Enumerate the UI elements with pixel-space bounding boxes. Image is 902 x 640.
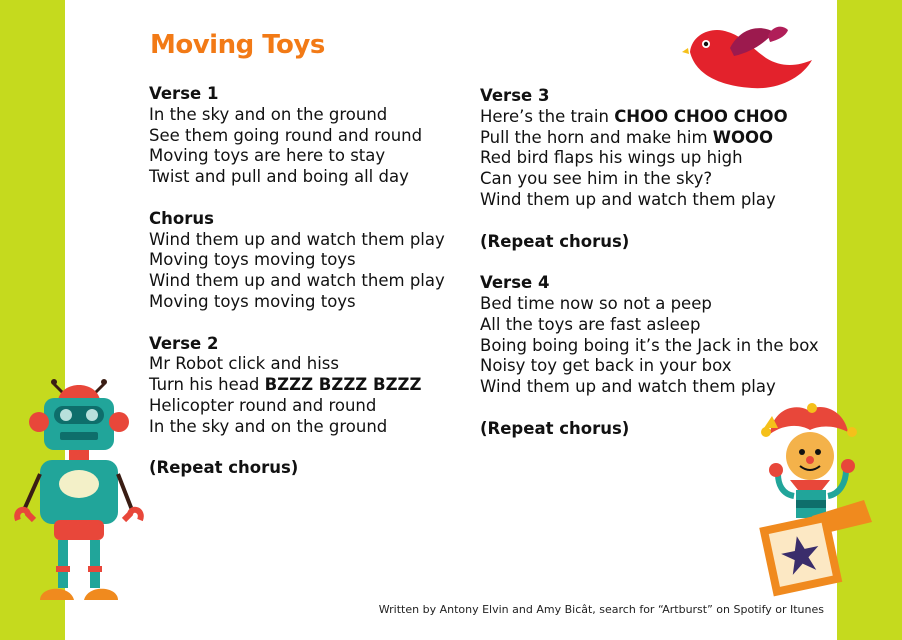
lyric-line: See them going round and round	[149, 125, 423, 145]
lyric-line: Wind them up and watch them play	[149, 271, 445, 291]
chorus	[149, 209, 469, 313]
verse-1-heading: Verse 1	[149, 84, 219, 103]
verse-4-heading: Verse 4	[480, 273, 550, 293]
verse-2-heading: Verse 2	[149, 333, 219, 353]
robot-illustration	[14, 370, 144, 618]
lyric-line: Can you see him in the sky?	[480, 169, 713, 189]
lyric-line: Helicopter round and round	[149, 395, 377, 415]
lyric-text: Turn his head	[149, 375, 265, 395]
lyrics-column-left	[149, 84, 469, 500]
lyric-line: Boing boing boing it’s the Jack in the box	[480, 335, 819, 355]
repeat-chorus-note: (Repeat chorus)	[480, 231, 630, 251]
verse-2	[149, 334, 469, 438]
lyric-line: Wind them up and watch them play	[149, 229, 445, 249]
lyric-line: In the sky and on the ground	[149, 104, 388, 124]
lyric-line: Moving toys moving toys	[149, 250, 356, 270]
lyric-line: Moving toys moving toys	[149, 291, 356, 311]
lyric-line: Bed time now so not a peep	[480, 293, 712, 313]
lyric-line: Mr Robot click and hiss	[149, 354, 339, 374]
verse-1	[149, 84, 469, 188]
verse-3	[480, 86, 820, 211]
credit-line: Written by Antony Elvin and Amy Bicât, search for “Artburst” on Spotify or Itunes	[378, 603, 824, 616]
lyric-line: In the sky and on the ground	[149, 416, 388, 436]
verse-3-heading: Verse 3	[480, 86, 550, 105]
lyric-text: Pull the horn and make him	[480, 127, 713, 147]
lyric-text: Here’s the train	[480, 106, 615, 126]
page-title: Moving Toys	[150, 30, 325, 60]
verse-4	[480, 273, 820, 398]
lyric-line: Wind them up and watch them play	[480, 189, 776, 209]
lyric-line: Noisy toy get back in your box	[480, 356, 732, 376]
repeat-chorus-note: (Repeat chorus)	[149, 458, 299, 478]
lyric-line	[480, 107, 820, 128]
lyric-sound-effect: CHOO CHOO CHOO	[614, 106, 788, 126]
lyric-sound-effect: BZZZ BZZZ BZZZ	[264, 375, 422, 395]
repeat-chorus-note: (Repeat chorus)	[480, 418, 630, 438]
lyric-line: Twist and pull and boing all day	[149, 167, 409, 187]
red-bird-icon	[682, 22, 814, 92]
lyric-line	[480, 128, 820, 149]
lyric-sound-effect: WOOO	[712, 127, 774, 147]
lyric-line: Moving toys are here to stay	[149, 146, 386, 166]
lyric-line: Red bird flaps his wings up high	[480, 148, 743, 168]
chorus-heading: Chorus	[149, 208, 214, 228]
lyric-line: Wind them up and watch them play	[480, 377, 776, 397]
jack-in-the-box-illustration	[752, 398, 872, 598]
lyric-line	[149, 375, 469, 396]
lyric-line: All the toys are fast asleep	[480, 314, 701, 334]
